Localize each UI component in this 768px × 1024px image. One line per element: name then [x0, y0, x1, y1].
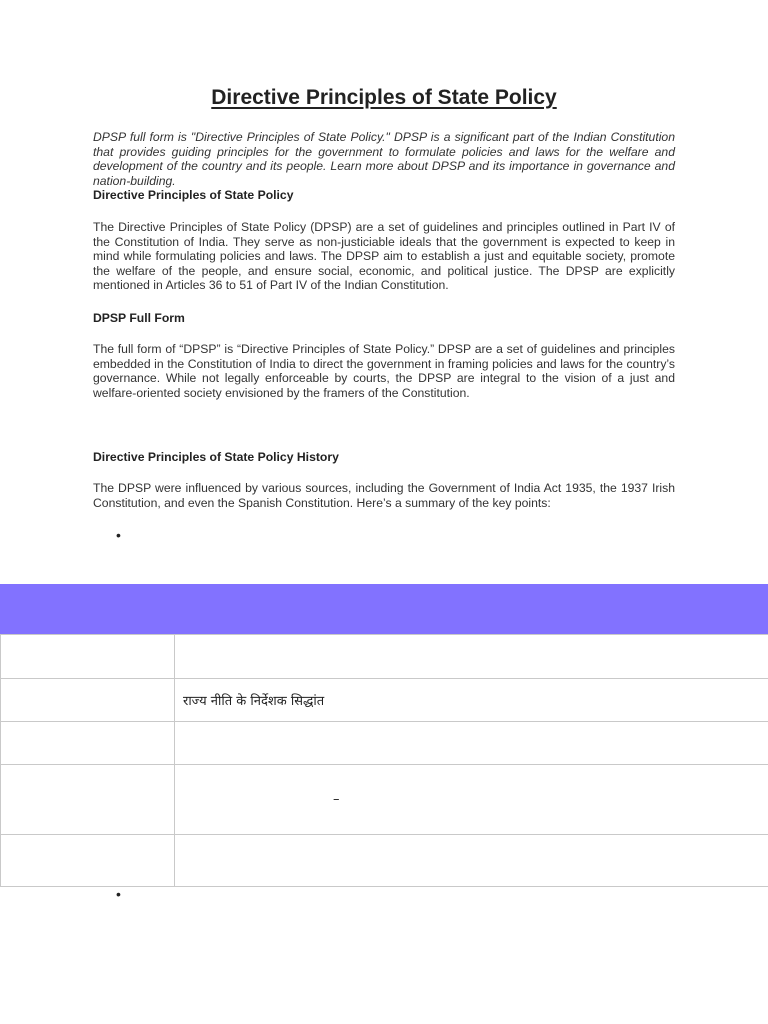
section-heading-history: Directive Principles of State Policy History [93, 450, 339, 464]
table-cell [1, 635, 175, 679]
table-cell [1, 835, 175, 887]
summary-table [0, 634, 768, 887]
table-cell [175, 679, 768, 722]
table-row [1, 635, 768, 679]
section-body-dpsp: The Directive Principles of State Policy (DPSP) are a set of guidelines and principles outlined in Part IV of the Constitution of India. They serve as non-justiciable ideals that the government is expected to keep in mind while formulating policies and laws. The DPSP aim to establish a just and equitable society, promote the welfare of the people, and ensure social, economic, and political justice. The DPSP are explicitly mentioned in Articles 36 to 51 of Part IV of the Indian Constitution. [93, 220, 675, 293]
bullet-point: • [116, 527, 121, 543]
table-cell [175, 765, 768, 835]
intro-paragraph: DPSP full form is "Directive Principles of State Policy." DPSP is a significant part of the Indian Constitution that provides guiding principles for the government to formulate policies and laws for the welfare and development of the country and its people. Learn more about DPSP and its importance in governance and nation-building. [93, 130, 675, 188]
table-header [0, 584, 768, 634]
table-row [1, 765, 768, 835]
table-cell [175, 835, 768, 887]
section-body-full-form: The full form of “DPSP” is “Directive Principles of State Policy.” DPSP are a set of guidelines and principles embedded in the Constitution of India to direct the government in framing policies and laws for the country’s governance. While not legally enforceable by courts, the DPSP are integral to the vision of a just and welfare-oriented society envisioned by the framers of the Constitution. [93, 342, 675, 400]
table-row [1, 835, 768, 887]
dash-text: – [333, 792, 340, 807]
section-heading-full-form: DPSP Full Form [93, 311, 185, 325]
section-heading-dpsp: Directive Principles of State Policy [93, 188, 294, 202]
section-body-history: The DPSP were influenced by various sources, including the Government of India Act 1935, the 1937 Irish Constitution, and even the Spanish Constitution. Here’s a summary of the key points: [93, 481, 675, 510]
hindi-term: राज्य नीति के निर्देशक सिद्धांत [183, 694, 325, 709]
table-row [1, 722, 768, 765]
table-cell [1, 765, 175, 835]
table-row [1, 679, 768, 722]
table-cell [175, 635, 768, 679]
table-cell [175, 722, 768, 765]
table-cell [1, 679, 175, 722]
table-cell [1, 722, 175, 765]
bullet-point: • [116, 886, 121, 902]
page-title: Directive Principles of State Policy [211, 86, 557, 109]
